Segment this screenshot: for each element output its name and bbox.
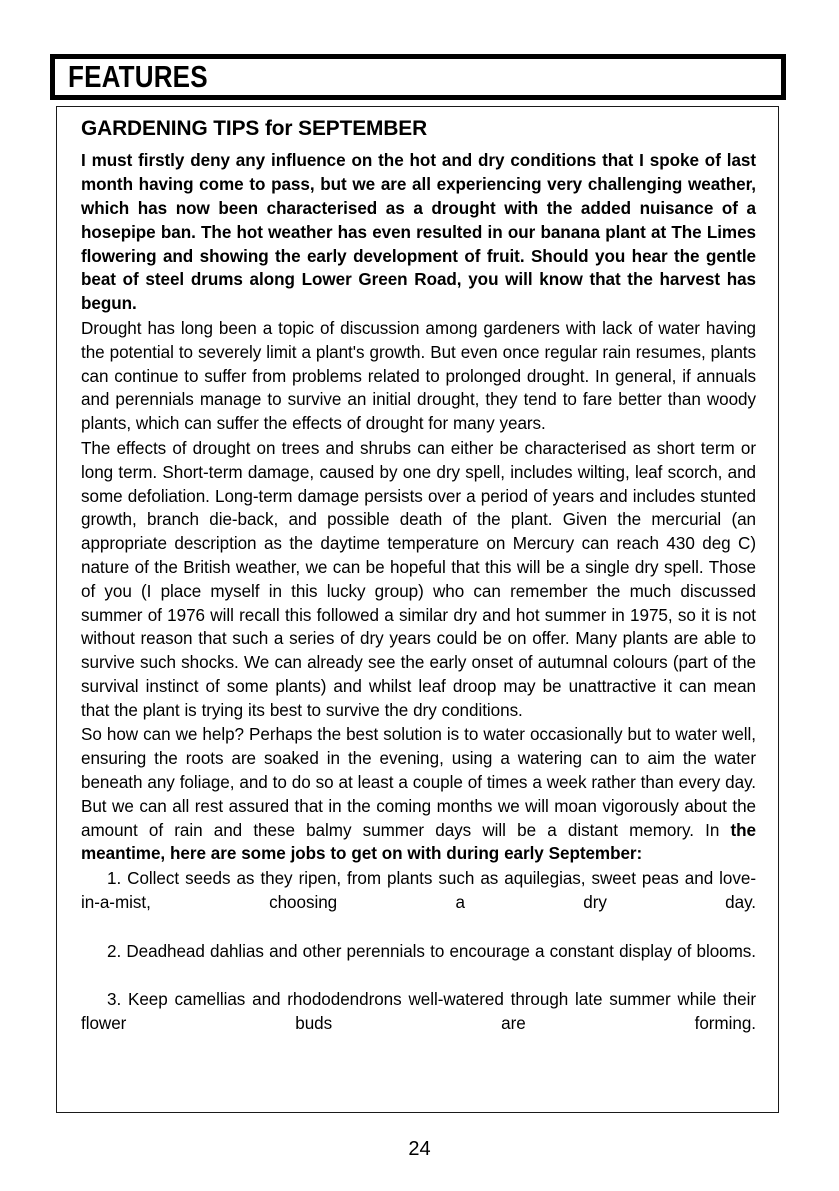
article-paragraph-2: Drought has long been a topic of discussion among gardeners with lack of water having the potential to severely limit a plant's growth. But even once regular rain resumes, plants can continue to suffer from problems related to prolonged drought. In general, if annuals and perennials manage to survive an initial drought, they tend to fare better than woody plants, which can suffer the effects of drought for many years. [81,318,756,434]
job-list-item-3: 3. Keep camellias and rhododendrons well-watered through late summer while their flower buds are forming. [81,990,756,1034]
article-paragraph-3: The effects of drought on trees and shrubs can either be characterised as short term or long term. Short-term damage, caused by one dry spell, includes wilting, leaf scorch, and some defoliation. Long-term damage persists over a period of years and includes stunted growth, branch die-back, and possible death of the plant. Given the mercurial (an appropriate description as the daytime temperature on Mercury can reach 430 deg C) nature of the British weather, we can be hopeful that this will be a single dry spell. Those of you (I place myself in this lucky group) who can remember the much discussed summer of 1976 will recall this followed a similar dry and hot summer in 1975, so it is not without reason that such a series of dry years could be on offer. Many plants are able to survive such shocks. We can already see the early onset of autumnal colours (part of the survival instinct of some plants) and whilst leaf droop may be unattractive it can mean that the plant is trying its best to survive the dry conditions. [81,438,756,720]
article-paragraph-4 [81,723,756,866]
help-paragraph-bold-run: the meantime, here are some jobs to get on with during early September: [81,820,756,864]
article-title: GARDENING TIPS for SEPTEMBER [81,116,428,140]
article-container [56,106,779,1113]
features-section-header [50,54,786,100]
job-list-item-2: 2. Deadhead dahlias and other perennials to encourage a constant display of blooms. [107,941,756,961]
job-list-item-1: 1. Collect seeds as they ripen, from plants such as aquilegias, sweet peas and love-in-a-mist, choosing a dry day. [81,869,756,913]
page-number: 24 [408,1138,431,1160]
help-paragraph-regular-run: So how can we help? Perhaps the best solution is to water occasionally but to water well, ensuring the roots are soaked in the evening, using a watering can to aim the water beneath any foliage, and to do so at least a couple of times a week rather than every day. But we can all rest assured that in the coming months we will moan vigorously about the amount of rain and these balmy summer days will be a distant memory. In [81,725,756,840]
article-paragraph-1: I must firstly deny any influence on the hot and dry conditions that I spoke of last month having come to pass, but we are all experiencing very challenging weather, which has now been characterised as a drought with the added nuisance of a hosepipe ban. The hot weather has even resulted in our banana plant at The Limes flowering and showing the early development of fruit. Should you hear the gentle beat of steel drums along Lower Green Road, you will know that the harvest has begun. [81,151,756,314]
features-section-label: FEATURES [68,58,208,94]
